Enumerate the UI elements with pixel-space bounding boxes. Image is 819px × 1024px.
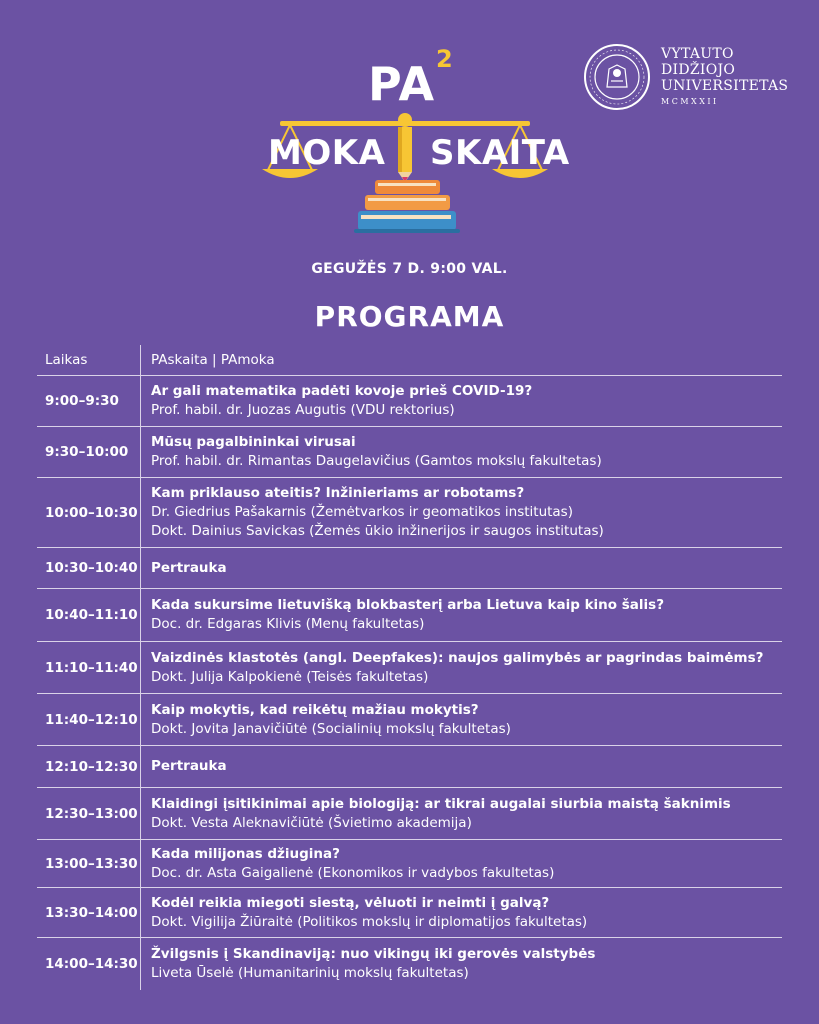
speaker-name: Dokt. Julija Kalpokienė (Teisės fakultetas) <box>151 668 429 685</box>
table-row <box>37 938 782 990</box>
row-time: 9:30–10:00 <box>37 427 141 477</box>
speaker-name: Dokt. Vesta Aleknavičiūtė (Švietimo akademija) <box>151 814 472 831</box>
speaker-name: Liveta Ūselė (Humanitarinių mokslų fakultetas) <box>151 965 469 981</box>
row-time: 14:00–14:30 <box>37 938 141 990</box>
row-time: 10:00–10:30 <box>37 478 141 547</box>
talk-title: Vaizdinės klastotės (angl. Deepfakes): naujos galimybės ar pagrindas baimėms? <box>151 649 764 666</box>
speaker-name: Dokt. Jovita Janavičiūtė (Socialinių mokslų fakultetas) <box>151 720 511 737</box>
row-content <box>141 888 782 937</box>
logo-pa-text: PA <box>368 57 436 111</box>
table-header-row <box>37 345 782 376</box>
row-time: 11:10–11:40 <box>37 642 141 693</box>
university-name-line3: UNIVERSITETAS <box>661 78 789 94</box>
row-content <box>141 376 782 426</box>
schedule-table <box>37 345 782 990</box>
speaker-name: Dokt. Vigilija Žiūraitė (Politikos mokslų ir diplomatijos fakultetas) <box>151 913 588 930</box>
talk-title: Klaidingi įsitikinimai apie biologiją: ar tikrai augalai siurbia maistą šaknimis <box>151 795 731 812</box>
university-year: MCMXXII <box>661 97 719 106</box>
table-row <box>37 427 782 478</box>
logo-moka-text: MOKA <box>268 133 386 173</box>
talk-title: Kada sukursime lietuvišką blokbasterį arba Lietuva kaip kino šalis? <box>151 597 665 613</box>
talk-title: Kodėl reikia miegoti siestą, vėluoti ir neimti į galvą? <box>151 894 550 911</box>
table-row <box>37 478 782 548</box>
logo-skaita-text: SKAITA <box>430 133 570 173</box>
logo-superscript: 2 <box>436 45 453 73</box>
row-time: 13:00–13:30 <box>37 840 141 887</box>
row-time: 10:30–10:40 <box>37 548 141 588</box>
speaker-name: Doc. dr. Asta Gaigalienė (Ekonomikos ir vadybos fakultetas) <box>151 864 555 881</box>
row-content <box>141 589 782 641</box>
university-seal-icon <box>583 43 651 111</box>
row-time: 10:40–11:10 <box>37 589 141 641</box>
university-logo <box>583 43 789 115</box>
table-row <box>37 376 782 427</box>
talk-title: Kam priklauso ateitis? Inžinieriams ar robotams? <box>151 485 525 501</box>
speaker-name: Prof. habil. dr. Rimantas Daugelavičius (Gamtos mokslų fakultetas) <box>151 453 602 469</box>
university-name-line2: DIDŽIOJO <box>661 62 736 78</box>
talk-title: Kada milijonas džiugina? <box>151 845 340 862</box>
row-content <box>141 478 782 547</box>
table-row <box>37 548 782 589</box>
talk-title: Žvilgsnis į Skandinaviją: nuo vikingų iki gerovės valstybės <box>151 946 596 962</box>
event-logo <box>250 45 570 240</box>
row-content <box>141 427 782 477</box>
row-time: 12:10–12:30 <box>37 746 141 787</box>
talk-title: Pertrauka <box>151 559 227 576</box>
row-time: 12:30–13:00 <box>37 788 141 839</box>
program-title: PROGRAMA <box>314 300 505 333</box>
row-content <box>141 938 782 990</box>
speaker-name: Prof. habil. dr. Juozas Augutis (VDU rektorius) <box>151 402 455 418</box>
row-time: 13:30–14:00 <box>37 888 141 937</box>
header-content: PAskaita | PAmoka <box>151 352 275 368</box>
row-time: 11:40–12:10 <box>37 694 141 745</box>
row-content <box>141 840 782 887</box>
table-row <box>37 694 782 746</box>
talk-title: Pertrauka <box>151 758 227 774</box>
header-time: Laikas <box>37 345 141 375</box>
speaker-name: Dokt. Dainius Savickas (Žemės ūkio inžinerijos ir saugos institutas) <box>151 523 604 539</box>
talk-title: Ar gali matematika padėti kovoje prieš COVID-19? <box>151 383 533 399</box>
event-date: GEGUŽĖS 7 D. 9:00 VAL. <box>311 261 508 277</box>
table-row <box>37 788 782 840</box>
speaker-name: Dr. Giedrius Pašakarnis (Žemėtvarkos ir geomatikos institutas) <box>151 504 573 520</box>
row-content <box>141 746 782 787</box>
row-content <box>141 694 782 745</box>
talk-title: Mūsų pagalbininkai virusai <box>151 434 356 450</box>
table-row <box>37 840 782 888</box>
row-content <box>141 788 782 839</box>
talk-title: Kaip mokytis, kad reikėtų mažiau mokytis? <box>151 701 479 718</box>
table-row <box>37 746 782 788</box>
university-name <box>661 46 788 94</box>
row-content <box>141 642 782 693</box>
speaker-name: Doc. dr. Edgaras Klivis (Menų fakultetas) <box>151 616 425 632</box>
row-time: 9:00–9:30 <box>37 376 141 426</box>
table-row <box>37 888 782 938</box>
table-row <box>37 589 782 642</box>
university-name-line1: VYTAUTO <box>661 46 734 62</box>
row-content <box>141 548 782 588</box>
table-row <box>37 642 782 694</box>
